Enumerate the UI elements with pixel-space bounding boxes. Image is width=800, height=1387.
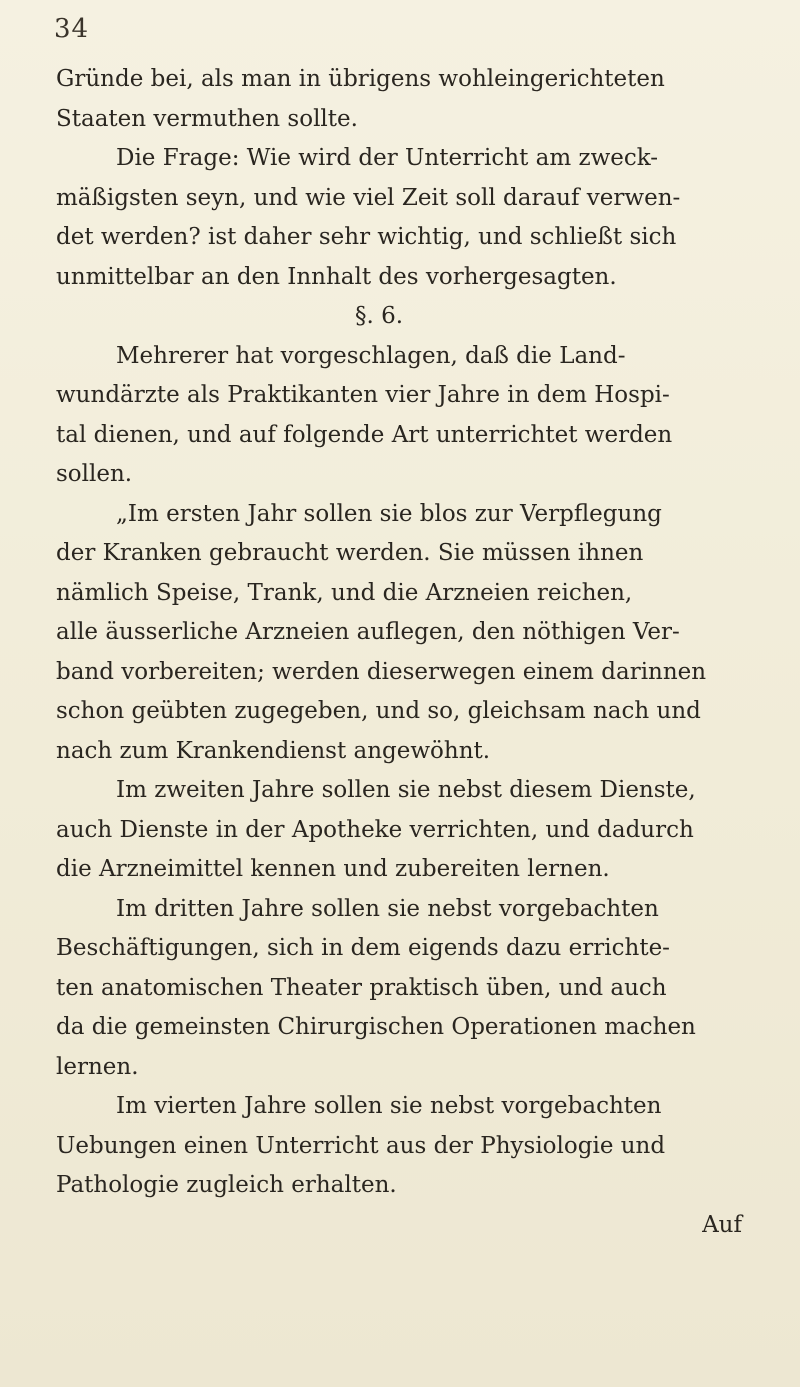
text-line: Mehrerer hat vorgeschlagen, daß die Land-: [116, 342, 626, 369]
text-line: „Im ersten Jahr sollen sie blos zur Verpflegung: [116, 500, 662, 527]
text-line: mäßigsten seyn, und wie viel Zeit soll darauf verwen-: [56, 184, 681, 211]
page-number: 34: [54, 14, 90, 44]
text-line: sollen.: [56, 461, 133, 487]
page-text: [56, 60, 762, 1245]
text-line: auch Dienste in der Apotheke verrichten, und dadurch: [56, 816, 694, 843]
text-line: schon geübten zugegeben, und so, gleichsam nach und: [56, 698, 701, 724]
text-line: nach zum Krankendienst angewöhnt.: [56, 737, 491, 764]
text-line: wundärzte als Praktikanten vier Jahre in dem Hospi-: [56, 382, 670, 408]
text-line: det werden? ist daher sehr wichtig, und schließt sich: [56, 224, 677, 250]
text-line: Pathologie zugleich erhalten.: [56, 1172, 397, 1198]
text-line: nämlich Speise, Trank, und die Arzneien reichen,: [56, 579, 633, 606]
text-line: unmittelbar an den Innhalt des vorhergesagten.: [56, 263, 617, 290]
text-line: Uebungen einen Unterricht aus der Physiologie und: [56, 1132, 666, 1159]
text-line: ten anatomischen Theater praktisch üben, und auch: [56, 974, 667, 1001]
text-line: alle äusserliche Arzneien auflegen, den nöthigen Ver-: [56, 619, 680, 645]
text-line: Gründe bei, als man in übrigens wohleingerichteten: [56, 66, 665, 92]
text-line: Die Frage: Wie wird der Unterricht am zweck-: [116, 145, 659, 171]
text-line: die Arzneimittel kennen und zubereiten lernen.: [56, 856, 610, 882]
text-line: Im dritten Jahre sollen sie nebst vorgebachten: [116, 895, 659, 922]
text-line: da die gemeinsten Chirurgischen Operationen machen: [56, 1014, 696, 1040]
text-line: band vorbereiten; werden dieserwegen einem darinnen: [56, 658, 707, 685]
text-line: Beschäftigungen, sich in dem eigends dazu errichte-: [56, 935, 670, 961]
text-line: Im vierten Jahre sollen sie nebst vorgebachten: [116, 1093, 662, 1119]
catchword: Auf: [702, 1211, 742, 1238]
text-line: Im zweiten Jahre sollen sie nebst diesem Dienste,: [116, 777, 696, 803]
text-line: tal dienen, und auf folgende Art unterrichtet werden: [56, 421, 673, 448]
section-heading: §. 6.: [354, 303, 404, 329]
text-line: der Kranken gebraucht werden. Sie müssen ihnen: [56, 540, 644, 566]
text-line: Staaten vermuthen sollte.: [56, 105, 358, 132]
text-line: lernen.: [56, 1053, 139, 1080]
